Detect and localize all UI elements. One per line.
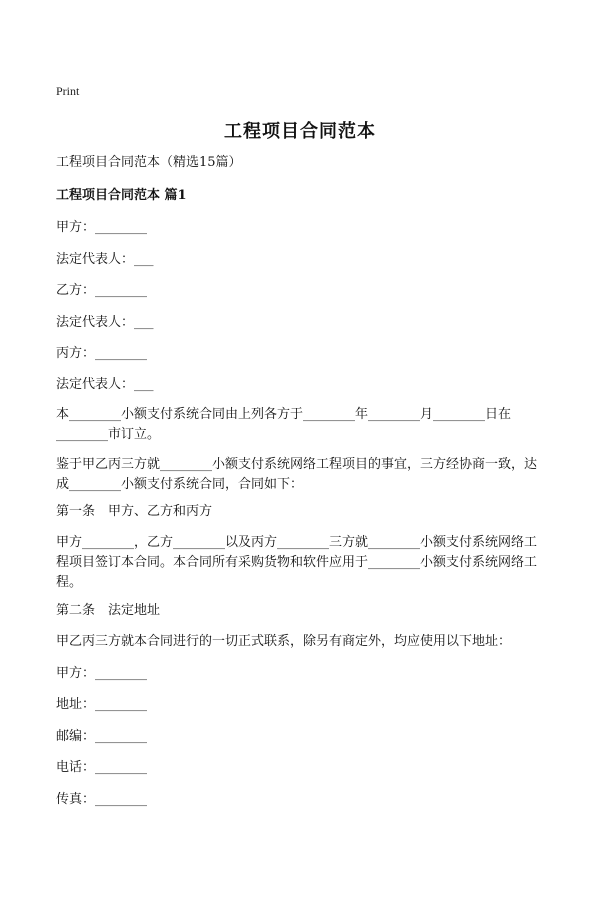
- section-heading: 工程项目合同范本 篇1: [56, 188, 187, 203]
- address-party-line: 甲方：________: [56, 666, 148, 681]
- party-a-line: 甲方：________: [56, 220, 148, 235]
- document-title: 工程项目合同范本: [224, 121, 376, 142]
- article-1-heading: 第一条 甲方、乙方和丙方: [56, 504, 213, 519]
- legal-rep-a-line: 法定代表人：___: [56, 252, 154, 267]
- legal-rep-b-line: 法定代表人：___: [56, 315, 154, 330]
- article-2-paragraph: 甲乙丙三方就本合同进行的一切正式联系，除另有商定外，均应使用以下地址：: [56, 634, 512, 649]
- article-2-heading: 第二条 法定地址: [56, 603, 161, 618]
- party-b-line: 乙方：________: [56, 283, 148, 298]
- party-c-line: 丙方：________: [56, 346, 148, 361]
- whereas-paragraph: 鉴于甲乙丙三方就________小额支付系统网络工程项目的事宜，三方经协商一致，达成________小额支付系统合同，合同如下：: [56, 457, 538, 492]
- postcode-line: 邮编：________: [56, 729, 148, 744]
- article-1-paragraph: 甲方________，乙方________以及丙方________三方就________小额支付系统网络工程项目签订本合同。本合同所有采购货物和软件应用于________小额支付系统网络工程。: [56, 535, 538, 590]
- legal-rep-c-line: 法定代表人：___: [56, 377, 154, 392]
- document-subtitle: 工程项目合同范本（精选15篇）: [56, 155, 242, 170]
- signing-paragraph: 本________小额支付系统合同由上列各方于________年________月________日在________市订立。: [56, 407, 512, 442]
- print-label[interactable]: Print: [56, 84, 80, 98]
- fax-line: 传真：________: [56, 792, 148, 807]
- phone-line: 电话：________: [56, 760, 148, 775]
- address-line: 地址：________: [56, 697, 148, 712]
